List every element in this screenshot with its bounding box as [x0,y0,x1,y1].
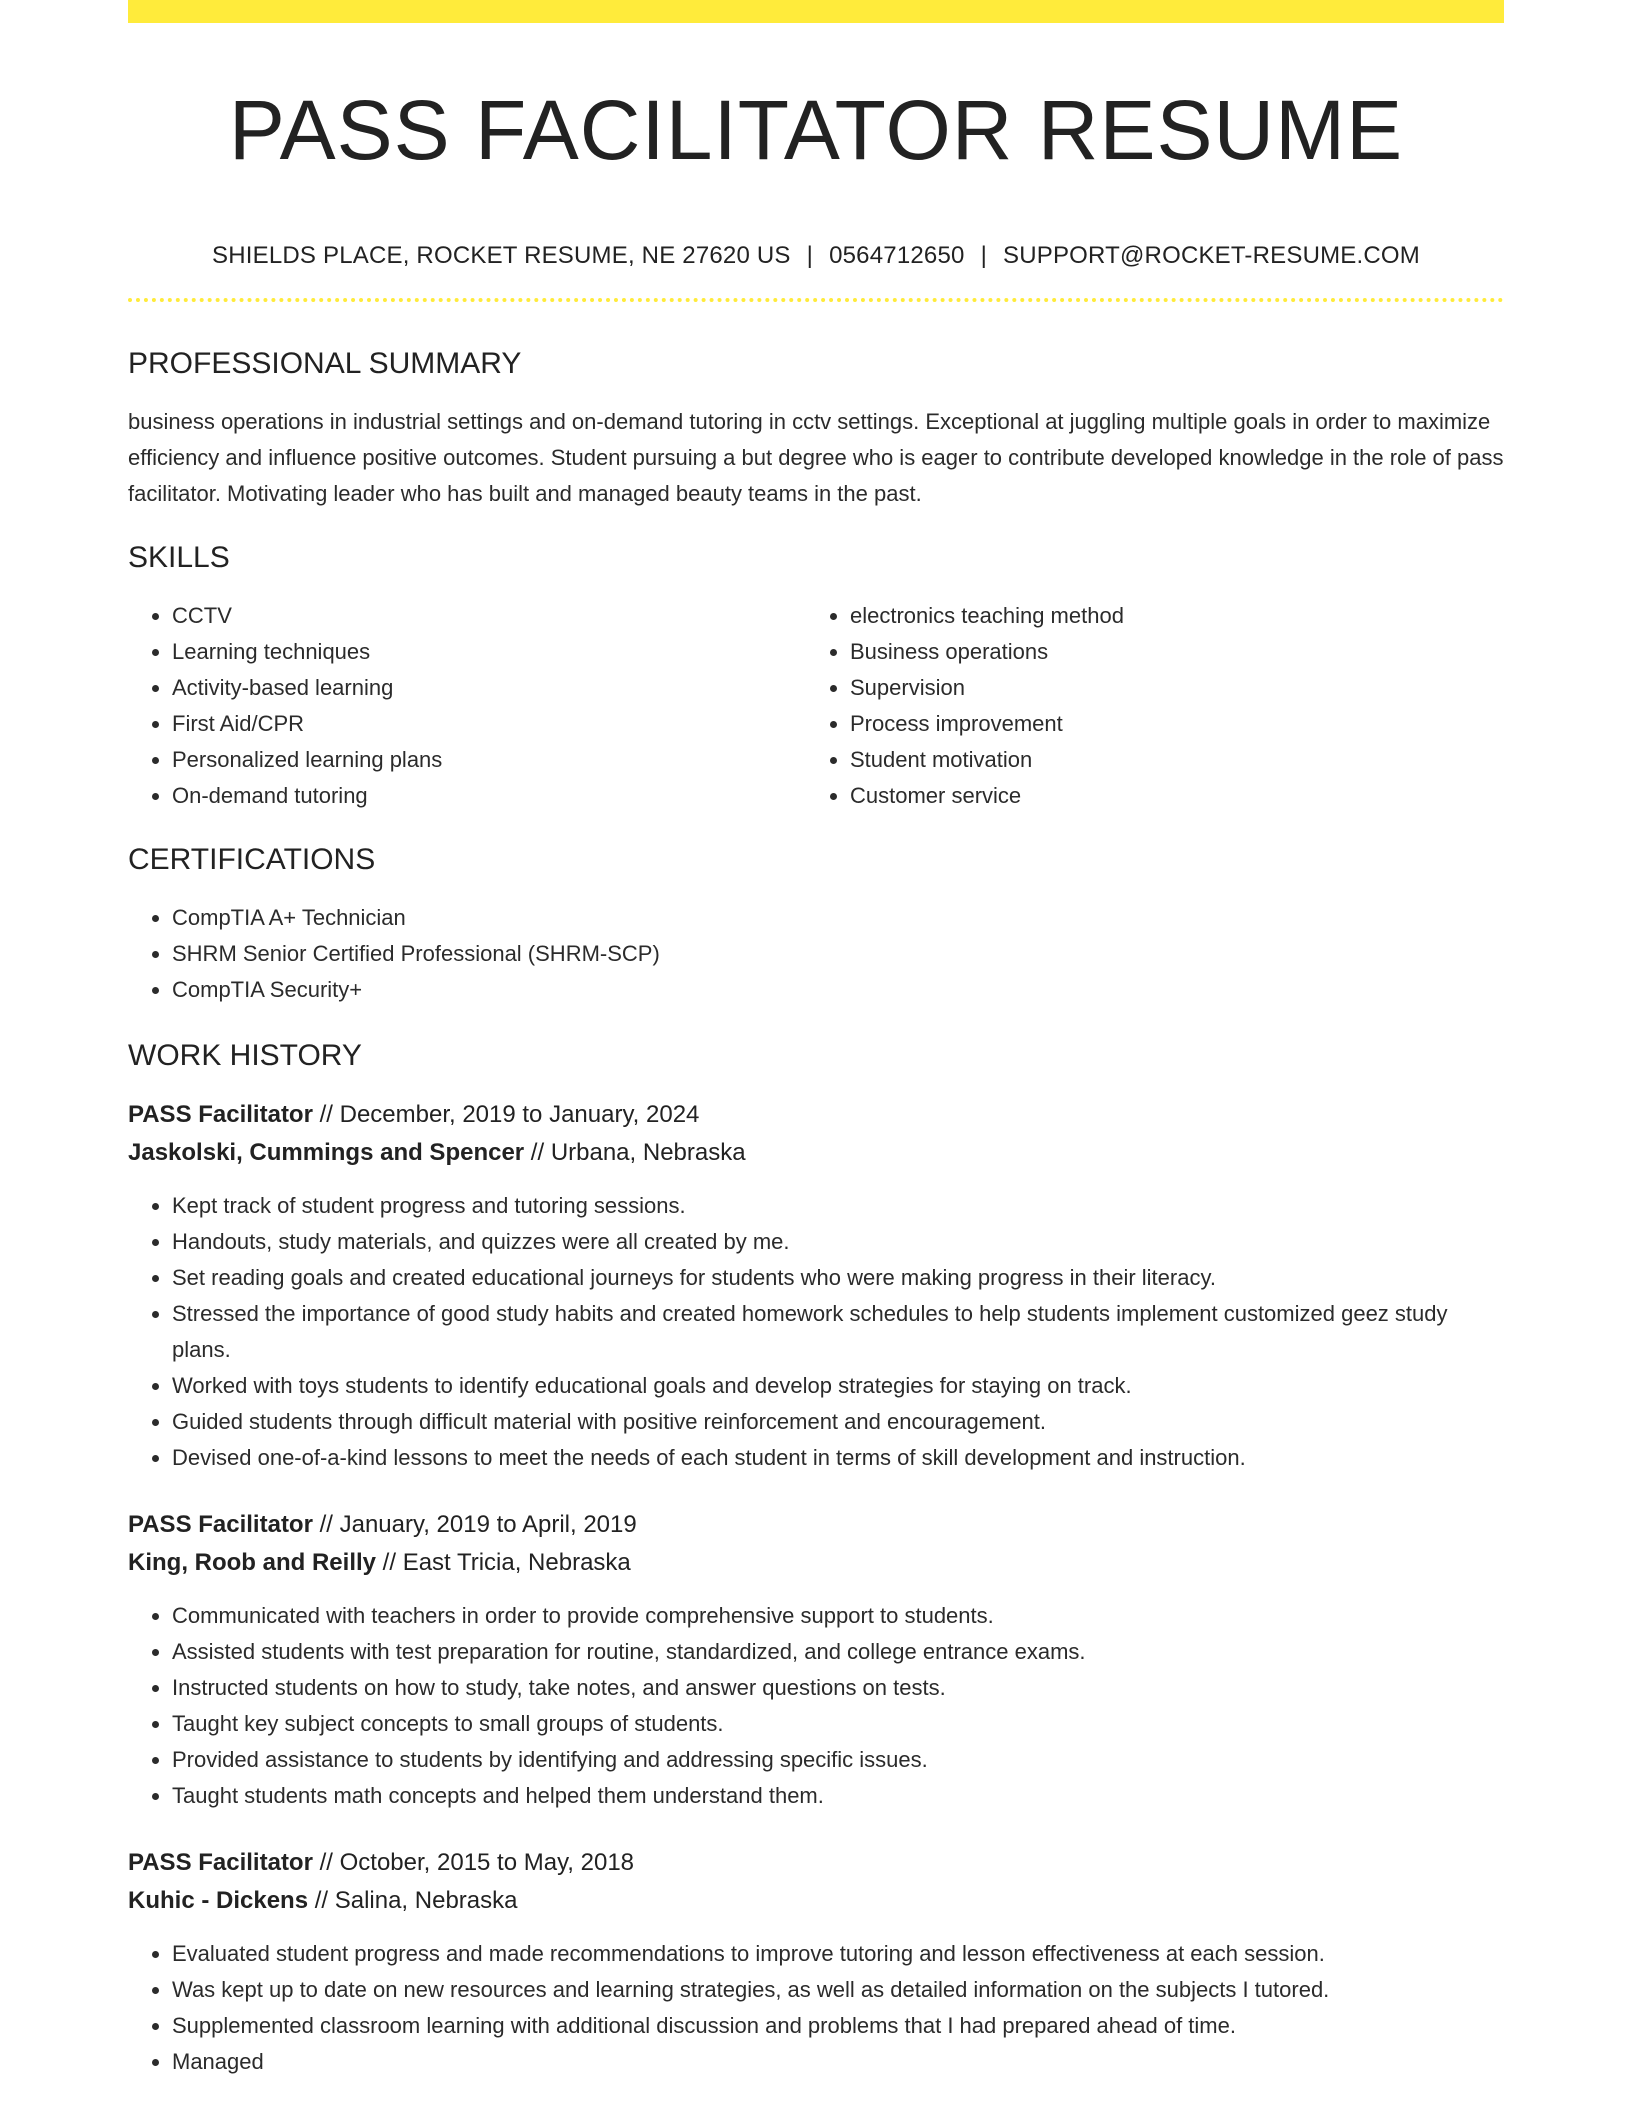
skill-item: • Student motivation [850,742,1484,778]
resume-content [128,0,1504,2080]
skill-item: • First Aid/CPR [172,706,806,742]
job-title: PASS Facilitator [128,1511,313,1538]
job-duties-list [128,1188,1504,1476]
job-location: // Salina, Nebraska [308,1887,518,1914]
summary-heading: PROFESSIONAL SUMMARY [128,347,522,380]
job-duty: • Instructed students on how to study, take notes, and answer questions on tests. [172,1670,1504,1706]
job-duty: • Assisted students with test preparation for routine, standardized, and college entrance exams. [172,1634,1504,1670]
dotted-divider [128,298,1504,302]
job-company: Kuhic - Dickens [128,1887,309,1914]
contact-address: SHIELDS PLACE, ROCKET RESUME, NE 27620 US [212,242,791,269]
job-duty: • Devised one-of-a-kind lessons to meet the needs of each student in terms of skill development and instruction. [172,1440,1504,1476]
job-company-line [128,1882,1504,1920]
job-duty: • Guided students through difficult material with positive reinforcement and encouragement. [172,1404,1504,1440]
job-location: // Urbana, Nebraska [524,1139,746,1166]
resume-title: PASS FACILITATOR RESUME [228,83,1404,177]
job-duty: • Handouts, study materials, and quizzes were all created by me. [172,1224,1504,1260]
skill-item: • Learning techniques [172,634,806,670]
skills-list-left [128,598,806,814]
skill-item: • electronics teaching method [850,598,1484,634]
job-duties-list [128,1598,1504,1814]
skills-column-right [806,598,1484,814]
certification-item: • CompTIA Security+ [172,972,1504,1008]
job-dates: // October, 2015 to May, 2018 [312,1849,635,1876]
job-dates: // January, 2019 to April, 2019 [312,1511,637,1538]
job-duty: • Communicated with teachers in order to provide comprehensive support to students. [172,1598,1504,1634]
certification-item: • CompTIA A+ Technician [172,900,1504,936]
job-dates: // December, 2019 to January, 2024 [312,1101,700,1128]
job-duty: • Stressed the importance of good study habits and created homework schedules to help students implement customized geez study plans. [172,1296,1504,1368]
job-company: King, Roob and Reilly [128,1549,377,1576]
skills-list-right [806,598,1484,814]
job-location: // East Tricia, Nebraska [376,1549,631,1576]
skill-item: • Activity-based learning [172,670,806,706]
job-duty: • Managed [172,2044,1504,2080]
job-title-line [128,1506,1504,1544]
skill-item: • Supervision [850,670,1484,706]
job-duty: • Set reading goals and created educational journeys for students who were making progress in their literacy. [172,1260,1504,1296]
job-duty: • Supplemented classroom learning with additional discussion and problems that I had prepared ahead of time. [172,2008,1504,2044]
job-duties-list [128,1936,1504,2080]
job-duty: • Worked with toys students to identify educational goals and develop strategies for staying on track. [172,1368,1504,1404]
job-company-line [128,1544,1504,1582]
skill-item: • Customer service [850,778,1484,814]
work-history-heading: WORK HISTORY [128,1039,362,1072]
contact-line [128,241,1504,271]
job-title: PASS Facilitator [128,1849,313,1876]
contact-phone: 0564712650 [829,242,965,269]
job-duty: • Taught students math concepts and helped them understand them. [172,1778,1504,1814]
job-duty: • Provided assistance to students by identifying and addressing specific issues. [172,1742,1504,1778]
job-title-line [128,1844,1504,1882]
job-duty: • Evaluated student progress and made recommendations to improve tutoring and lesson effectiveness at each session. [172,1936,1504,1972]
skills-heading: SKILLS [128,541,230,574]
job-duty: • Taught key subject concepts to small groups of students. [172,1706,1504,1742]
job-title-line [128,1096,1504,1134]
job-duty: • Kept track of student progress and tutoring sessions. [172,1188,1504,1224]
skill-item: • CCTV [172,598,806,634]
job-company: Jaskolski, Cummings and Spencer [128,1139,525,1166]
certification-item: • SHRM Senior Certified Professional (SHRM-SCP) [172,936,1504,972]
summary-text: business operations in industrial settings and on-demand tutoring in cctv settings. Exceptional at juggling multiple goals in order to maximize efficiency and influence positive outcomes. Student pursuing a but degree who is eager to contribute developed knowledge in the role of pass facilitator. Motivating leader who has built and managed beauty teams in the past. [128,409,1504,506]
skills-grid [128,598,1504,814]
contact-separator: | [980,242,987,269]
certifications-list [128,900,1504,1008]
certifications-heading: CERTIFICATIONS [128,843,376,876]
skill-item: • Process improvement [850,706,1484,742]
job-company-line [128,1134,1504,1172]
skill-item: • Personalized learning plans [172,742,806,778]
skill-item: • Business operations [850,634,1484,670]
contact-separator: | [806,242,814,269]
job-title: PASS Facilitator [128,1101,313,1128]
skills-column-left [128,598,806,814]
skill-item: • On-demand tutoring [172,778,806,814]
contact-email: SUPPORT@ROCKET-RESUME.COM [1003,242,1420,269]
job-duty: • Was kept up to date on new resources and learning strategies, as well as detailed information on the subjects I tutored. [172,1972,1504,2008]
